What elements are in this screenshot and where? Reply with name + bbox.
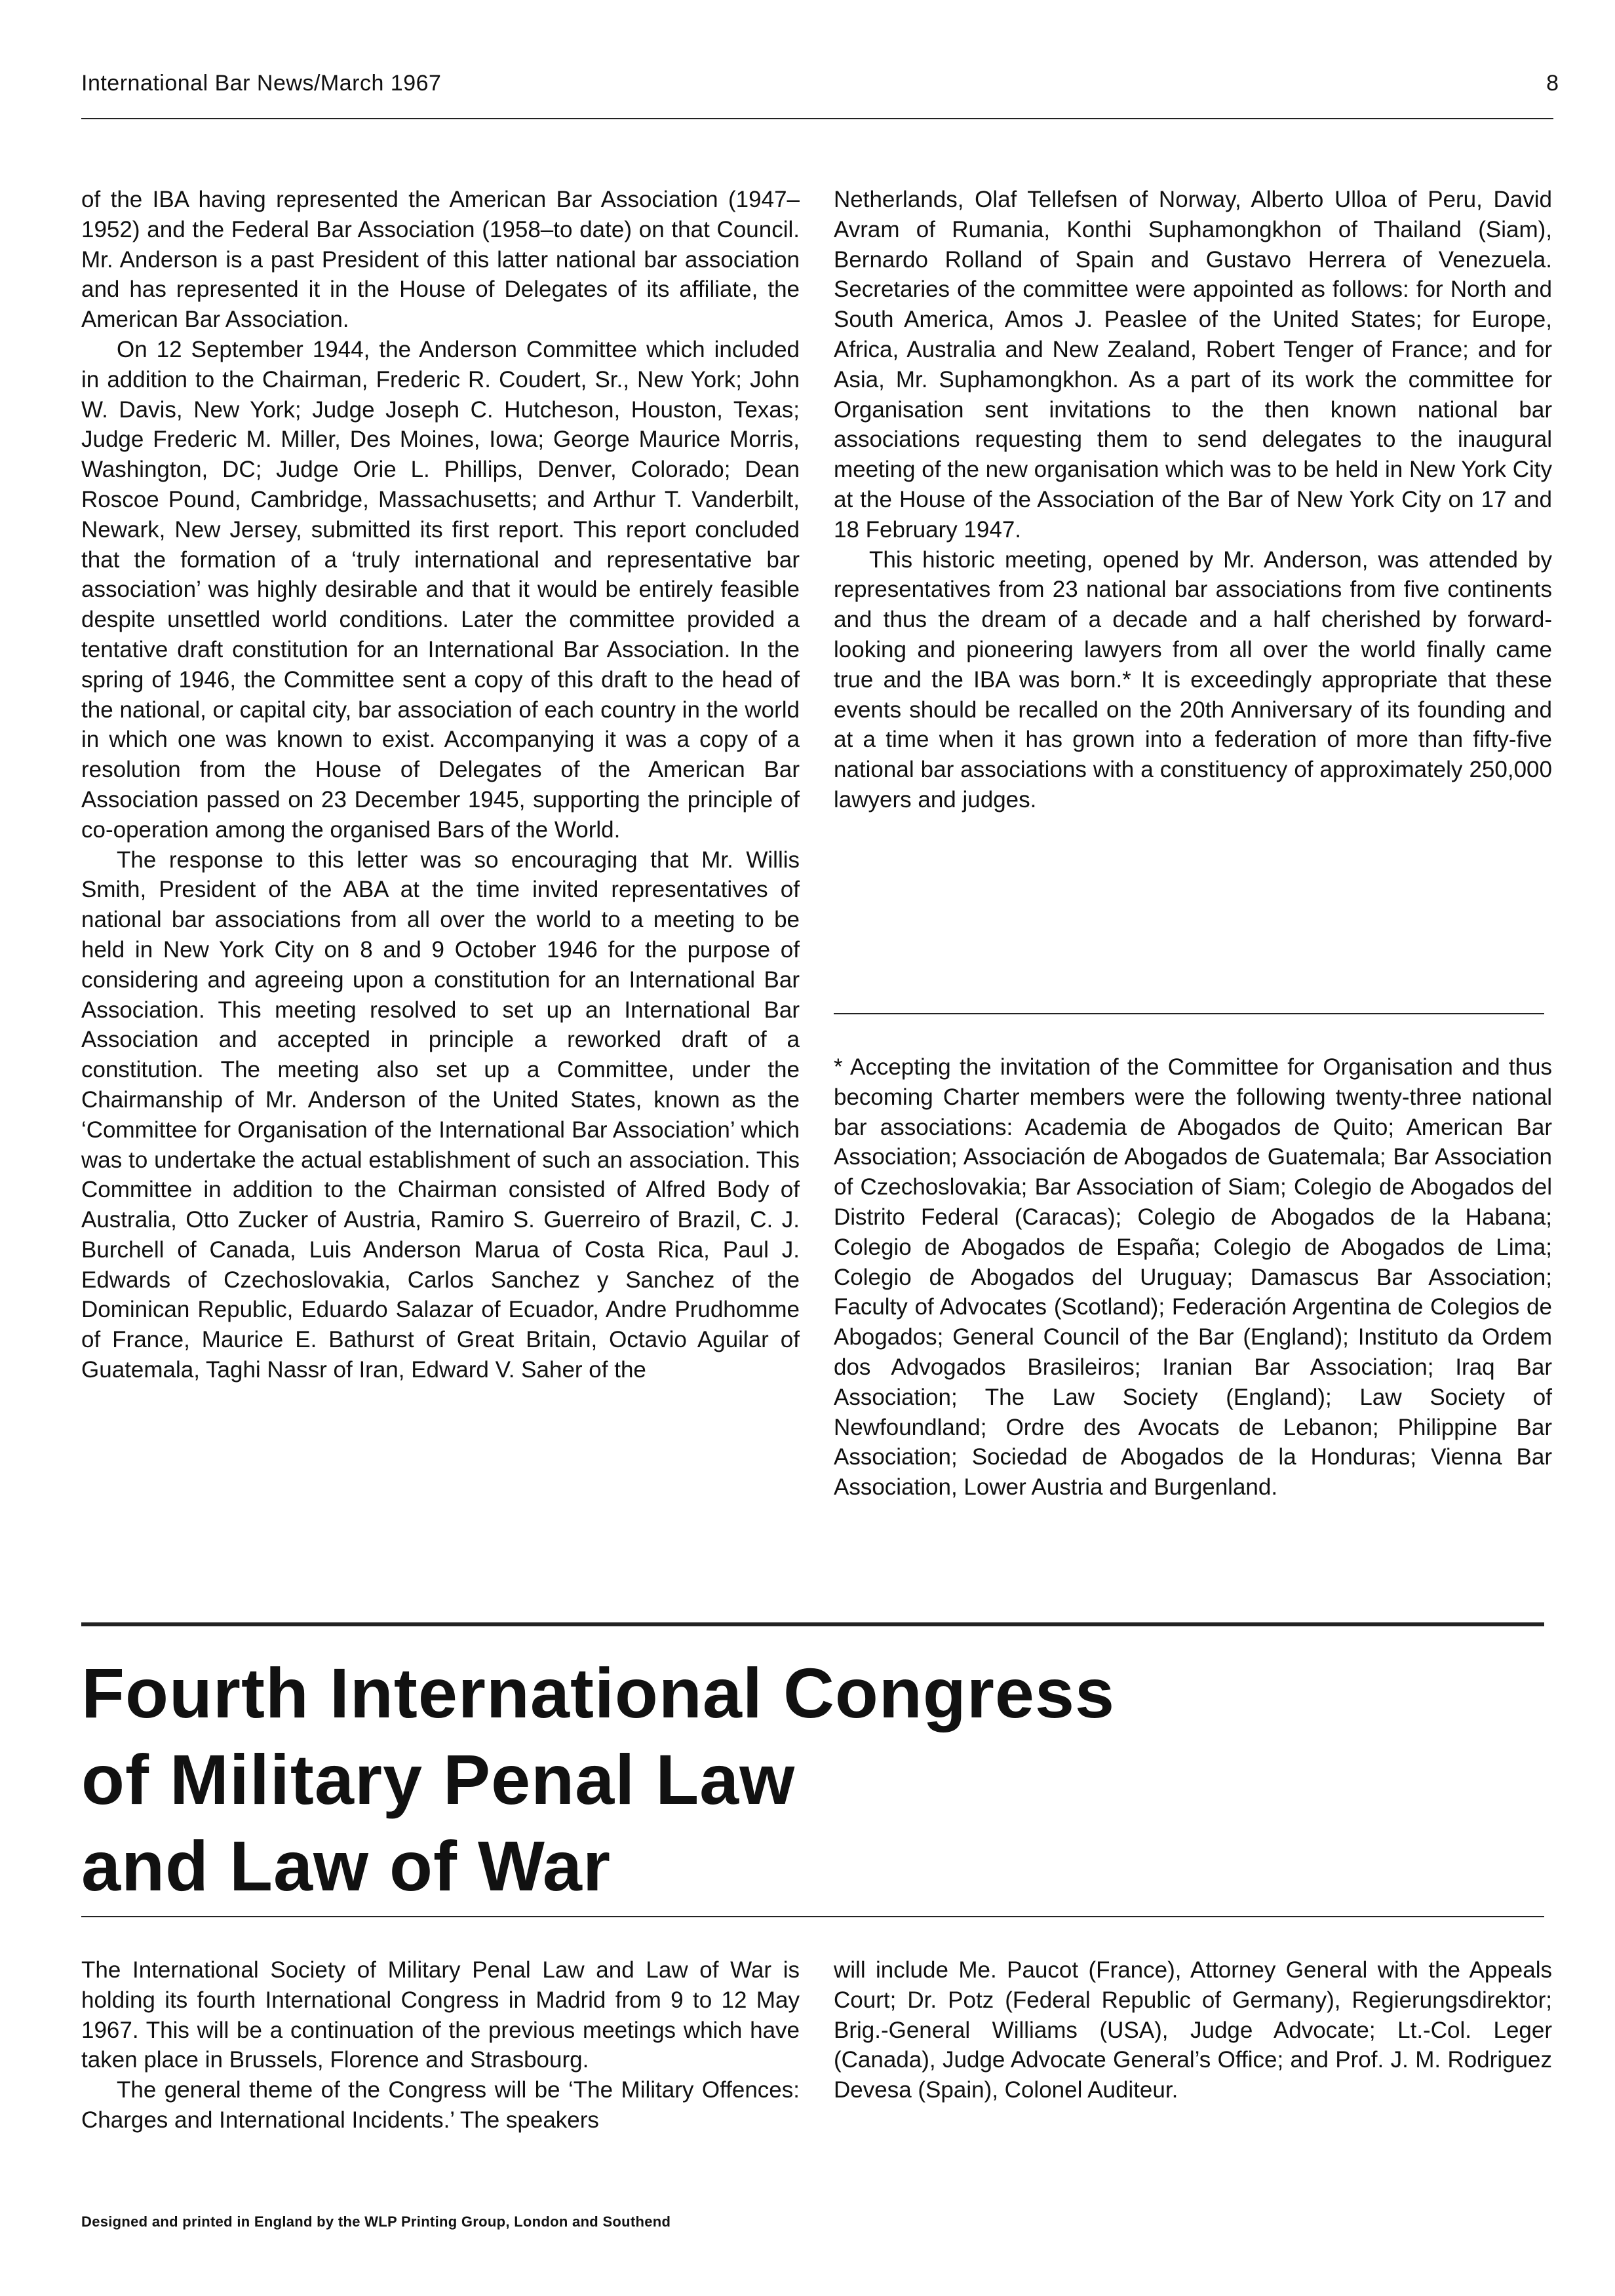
footnote-text: * Accepting the invitation of the Committee for Organisation and thus becoming Charter members were the following twenty-three national bar associations: Academia de Abogados de Quito; American Bar Association; Associación de Abogados de Guatemala; Bar Association of Czechoslovakia; Bar Association of Siam; Colegio de Abogados del Distrito Federal (Caracas); Colegio de Abogados de la Habana; Colegio de Abogados de España; Colegio de Abogados de Lima; Colegio de Abogados del Uruguay; Damascus Bar Association; Faculty of Advocates (Scotland); Federación Argentina de Colegios de Abogados; General Council of the Bar (England); Instituto da Ordem dos Advogados Brasileiros; Iranian Bar Association; Iraq Bar Association; The Law Society (England); Law Society of Newfoundland; Ordre des Avocats de Lebanon; Philippine Bar Association; Sociedad de Abogados de la Honduras; Vienna Bar Association, Lower Austria and Burgenland. bbox=[834, 1054, 1552, 1501]
headline-line-3: and Law of War bbox=[81, 1826, 612, 1905]
headline-rule bbox=[81, 1916, 1544, 1917]
article2-column-left bbox=[81, 1955, 800, 2135]
header-rule bbox=[81, 118, 1553, 119]
article1-paragraph-5: This historic meeting, opened by Mr. Anderson, was attended by representatives from 23 national bar associations from five continents and thus the dream of a decade and a half cherished by forward-looking and pioneering lawyers from all over the world finally came true and the IBA was born.* It is exceedingly appropriate that these events should be recalled on the 20th Anniversary of its founding and at a time when it has grown into a federation of more than fifty-five national bar associations with a constituency of approximately 250,000 lawyers and judges. bbox=[834, 546, 1552, 813]
printer-credit: Designed and printed in England by the WLP Printing Group, London and Southend bbox=[81, 2213, 671, 2230]
article1-paragraph-3: The response to this letter was so encouraging that Mr. Willis Smith, President of the ABA at the time invited representatives of national bar associations from all over the world to a meeting to be held in New York City on 8 and 9 October 1946 for the purpose of considering and agreeing upon a constitution for an International Bar Association. This meeting resolved to set up an International Bar Association and accepted in principle a reworked draft of a constitution. The meeting also set up a Committee, under the Chairmanship of Mr. Anderson of the United States, known as the ‘Committee for Organisation of the International Bar Association’ which was to undertake the actual establishment of such an association. This Committee in addition to the Chairman consisted of Alfred Body of Australia, Otto Zucker of Austria, Ramiro S. Guerreiro of Brazil, C. J. Burchell of Canada, Luis Anderson Marua of Costa Rica, Paul J. Edwards of Czechoslovakia, Carlos Sanchez y Sanchez of the Dominican Republic, Eduardo Salazar of Ecuador, Andre Prudhomme of France, Maurice E. Bathurst of Great Britain, Octavio Aguilar of Guatemala, Taghi Nassr of Iran, Edward V. Saher of the bbox=[81, 847, 800, 1383]
headline-line-1: Fourth International Congress bbox=[81, 1653, 1116, 1732]
publication-title: International Bar News/March 1967 bbox=[81, 71, 442, 96]
page-number: 8 bbox=[1546, 71, 1559, 96]
article2-paragraph-1: The International Society of Military Penal Law and Law of War is holding its fourth International Congress in Madrid from 9 to 12 May 1967. This will be a continuation of the previous meetings which have taken place in Brussels, Florence and Strasbourg. bbox=[81, 1957, 800, 2073]
headline-line-2: of Military Penal Law bbox=[81, 1740, 796, 1819]
article1-column-right bbox=[834, 185, 1552, 815]
section-divider bbox=[81, 1622, 1544, 1626]
article2-column-right bbox=[834, 1955, 1552, 2105]
article1-column-left bbox=[81, 185, 800, 1385]
article1-paragraph-2: On 12 September 1944, the Anderson Committee which included in addition to the Chairman, Frederic R. Coudert, Sr., New York; John W. Davis, New York; Judge Joseph C. Hutcheson, Houston, Texas; Judge Frederic M. Miller, Des Moines, Iowa; George Maurice Morris, Washington, DC; Judge Orie L. Phillips, Denver, Colorado; Dean Roscoe Pound, Cambridge, Massachusetts; and Arthur T. Vanderbilt, Newark, New Jersey, submitted its first report. This report concluded that the formation of a ‘truly international and representative bar association’ was highly desirable and that it would be entirely feasible despite unsettled world conditions. Later the committee provided a tentative draft constitution for an International Bar Association. In the spring of 1946, the Committee sent a copy of this draft to the head of the national, or capital city, bar association of each country in the world in which one was known to exist. Accompanying it was a copy of a resolution from the House of Delegates of the American Bar Association passed on 23 December 1945, supporting the principle of co-operation among the organised Bars of the World. bbox=[81, 336, 800, 843]
article1-paragraph-1: of the IBA having represented the American Bar Association (1947–1952) and the Federal Bar Association (1958–to date) on that Council. Mr. Anderson is a past President of this latter national bar association and has represented it in the House of Delegates of its affiliate, the American Bar Association. bbox=[81, 187, 800, 333]
article1-paragraph-4: Netherlands, Olaf Tellefsen of Norway, Alberto Ulloa of Peru, David Avram of Rumania, Konthi Suphamongkhon of Thailand (Siam), Bernardo Rolland of Spain and Gustavo Herrera of Venezuela. Secretaries of the committee were appointed as follows: for North and South America, Amos J. Peaslee of the United States; for Europe, Africa, Australia and New Zealand, Robert Tenger of France; and for Asia, Mr. Suphamongkhon. As a part of its work the committee for Organisation sent invitations to the then known national bar associations requesting them to send delegates to the inaugural meeting of the new organisation which was to be held in New York City at the House of the Association of the Bar of New York City on 17 and 18 February 1947. bbox=[834, 187, 1552, 543]
article2-paragraph-3: will include Me. Paucot (France), Attorney General with the Appeals Court; Dr. Potz (Federal Republic of Germany), Regierungsdirektor; Brig.-General Williams (USA), Judge Advocate; Lt.-Col. Leger (Canada), Judge Advocate General’s Office; and Prof. J. M. Rodriguez Devesa (Spain), Colonel Auditeur. bbox=[834, 1957, 1552, 2103]
footnote-rule bbox=[834, 1013, 1544, 1014]
article2-paragraph-2: The general theme of the Congress will be ‘The Military Offences: Charges and International Incidents.’ The speakers bbox=[81, 2077, 800, 2133]
article2-headline bbox=[81, 1650, 1115, 1909]
footnote bbox=[834, 1052, 1552, 1502]
